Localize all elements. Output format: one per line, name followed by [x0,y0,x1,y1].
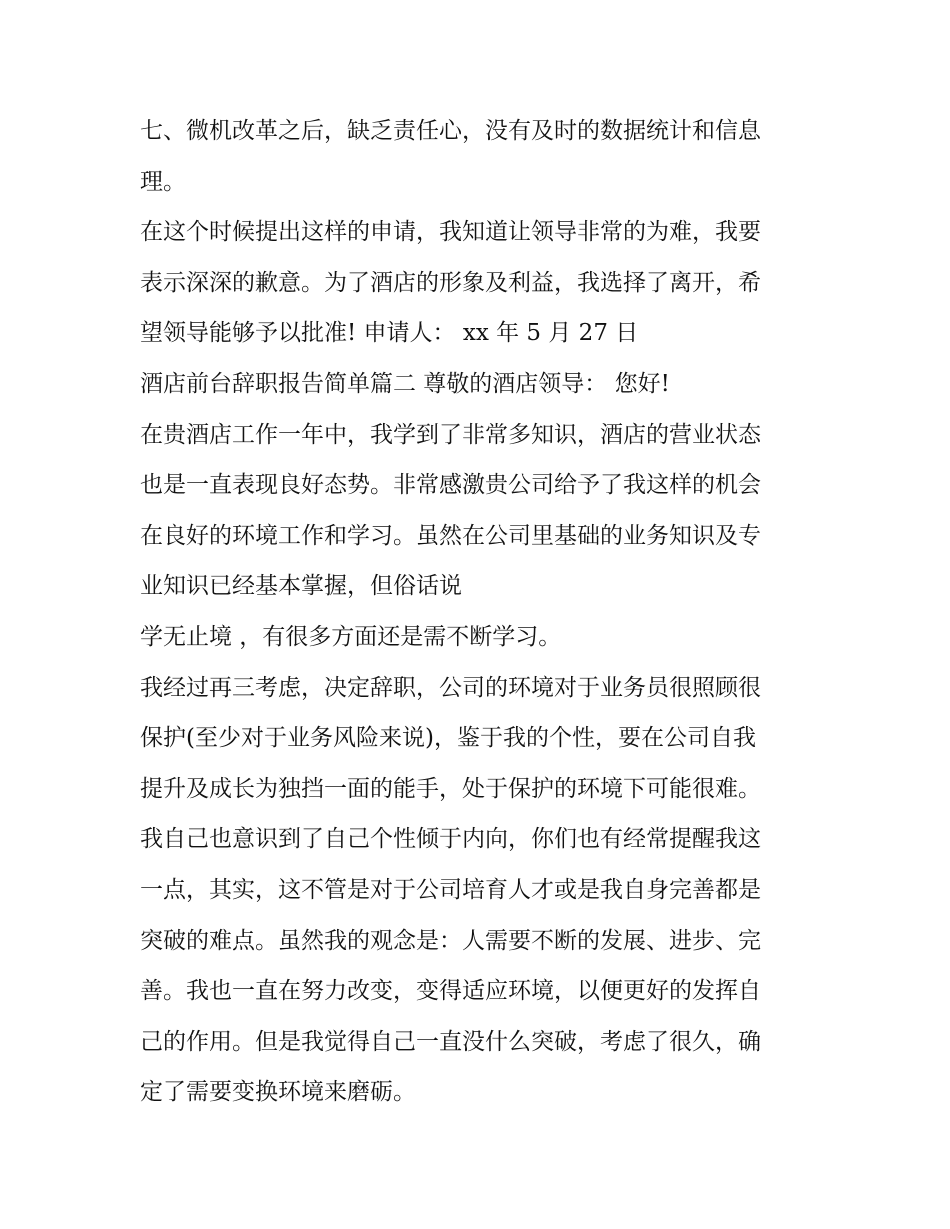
text-line: 我经过再三考虑，决定辞职，公司的环境对于业务员很照顾很 [140,674,761,701]
text-line: 也是一直表现良好态势。非常感激贵公司给予了我这样的机会 [140,472,761,499]
text-line: 业知识已经基本掌握，但俗话说 [140,573,462,600]
document-body [140,106,820,1118]
text-line: 提升及成长为独挡一面的能手，处于保护的环境下可能很难。 [140,775,761,802]
text-line: 表示深深的歉意。为了酒店的形象及利益，我选择了离开，希 [140,269,761,296]
text-line: 我自己也意识到了自己个性倾于内向，你们也有经常提醒我这 [140,826,761,853]
text-line: 定了需要变换环境来磨砺。 [140,1079,416,1106]
text-line: 学无止境 ，有很多方面还是需不断学习。 [140,623,562,650]
text-line: 在良好的环境工作和学习。虽然在公司里基础的业务知识及专 [140,522,761,549]
text-line: 善。我也一直在努力改变，变得适应环境，以便更好的发挥自 [140,978,761,1005]
signature-line: 望领导能够予以批准! 申请人： xx 年 5 月 27 日 [140,320,639,347]
text-line: 在贵酒店工作一年中，我学到了非常多知识，酒店的营业状态 [140,421,761,448]
text-line: 在这个时候提出这样的申请，我知道让领导非常的为难，我要 [140,219,761,246]
text-line: 一点，其实，这不管是对于公司培育人才或是我自身完善都是 [140,876,761,903]
text-line: 己的作用。但是我觉得自己一直没什么突破，考虑了很久，确 [140,1028,761,1055]
text-line: 保护(至少对于业务风险来说)，鉴于我的个性，要在公司自我 [140,725,756,752]
text-line: 理。 [140,168,186,195]
text-line: 七、微机改革之后，缺乏责任心，没有及时的数据统计和信息 [140,118,761,144]
text-line: 突破的难点。虽然我的观念是：人需要不断的发展、进步、完 [140,927,761,954]
section-heading: 酒店前台辞职报告简单篇二 尊敬的酒店领导： 您好! [140,370,670,397]
